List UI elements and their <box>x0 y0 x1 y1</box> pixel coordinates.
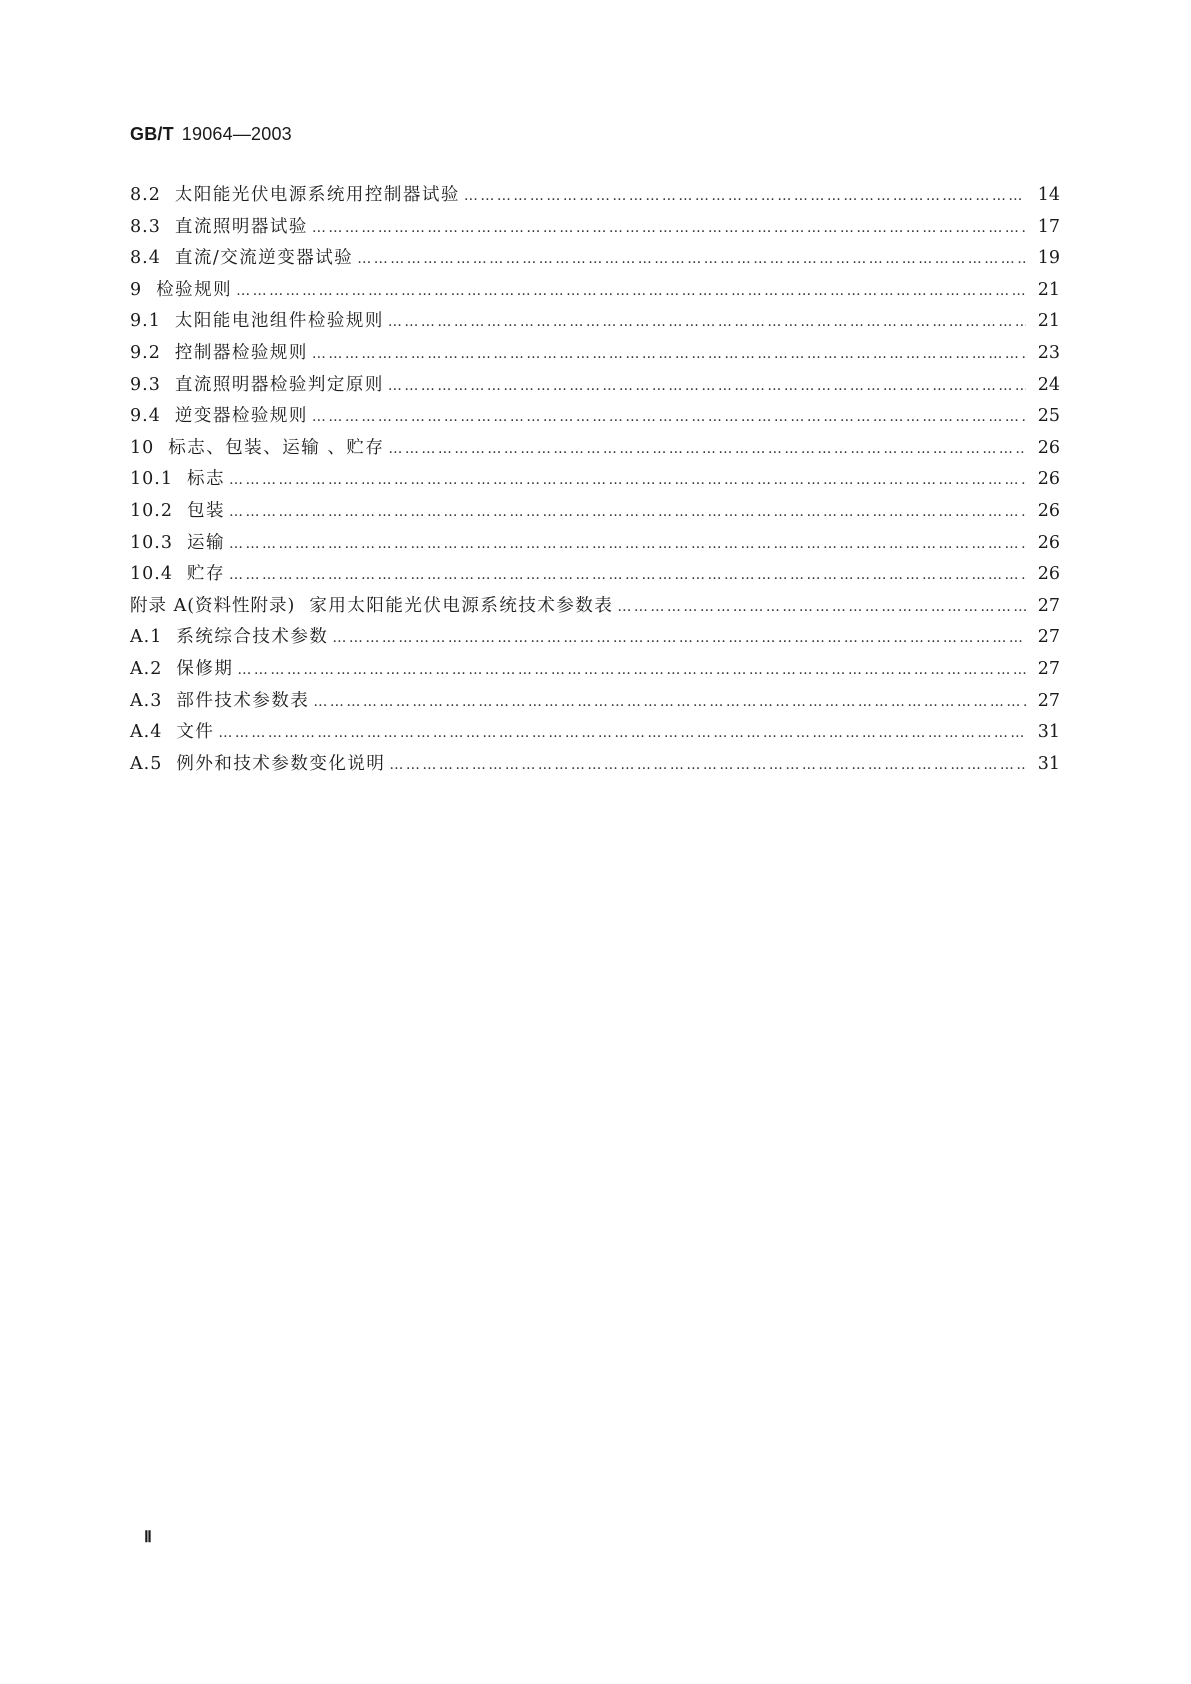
toc-leader-dots <box>388 371 1026 403</box>
toc-entry <box>130 654 1060 686</box>
toc-entry <box>130 559 1060 591</box>
toc-entry-page: 25 <box>1037 406 1060 427</box>
toc-entry <box>130 370 1060 402</box>
toc-entry-number: 10.1 <box>130 469 173 490</box>
toc-entry-number: A.2 <box>130 658 163 679</box>
toc-entry-title: 标志 <box>186 469 225 490</box>
toc-entry-number: A.5 <box>130 753 163 774</box>
toc-entry-number: 8.2 <box>130 185 161 205</box>
toc-entry-title: 控制器检验规则 <box>174 342 308 363</box>
toc-entry <box>130 401 1060 433</box>
toc-entry-title: 直流照明器试验 <box>174 216 308 237</box>
toc-entry-page: 26 <box>1037 564 1060 585</box>
toc-entry <box>130 496 1060 528</box>
table-of-contents <box>130 180 1060 780</box>
toc-entry-title: 文件 <box>176 722 215 743</box>
toc-leader-dots <box>617 592 1026 624</box>
toc-entry <box>130 528 1060 560</box>
toc-entry-page: 27 <box>1037 690 1060 711</box>
standard-header <box>130 124 292 145</box>
toc-entry <box>130 338 1060 370</box>
toc-leader-dots <box>229 465 1026 497</box>
toc-leader-dots <box>229 497 1026 529</box>
toc-entry-page: 19 <box>1037 248 1060 269</box>
page-number: Ⅱ <box>144 1529 152 1546</box>
toc-entry-number: 9.4 <box>130 406 161 427</box>
toc-entry-page: 14 <box>1037 185 1060 205</box>
toc-leader-dots <box>357 244 1026 276</box>
toc-entry-number: 10 <box>130 437 155 458</box>
toc-entry <box>130 717 1060 749</box>
toc-entry-appendix <box>130 591 1060 623</box>
toc-leader-dots <box>388 307 1026 339</box>
toc-entry <box>130 464 1060 496</box>
toc-entry-number: A.1 <box>130 627 163 648</box>
toc-entry-title: 运输 <box>186 532 225 553</box>
toc-leader-dots <box>389 750 1026 782</box>
toc-entry-number: A.4 <box>130 722 163 743</box>
toc-entry-number: 附录 A(资料性附录) <box>130 595 296 616</box>
toc-entry-page: 27 <box>1037 658 1060 679</box>
toc-entry <box>130 686 1060 718</box>
toc-entry-page: 26 <box>1037 532 1060 553</box>
toc-entry-number: 9.3 <box>130 374 161 395</box>
toc-entry-title: 系统综合技术参数 <box>176 627 329 648</box>
toc-entry <box>130 243 1060 275</box>
toc-leader-dots <box>218 718 1026 750</box>
toc-entry-page: 26 <box>1037 500 1060 521</box>
toc-entry-page: 26 <box>1037 469 1060 490</box>
toc-leader-dots <box>312 339 1026 371</box>
toc-entry-title: 直流照明器检验判定原则 <box>174 374 384 395</box>
toc-entry <box>130 433 1060 465</box>
toc-leader-dots <box>332 623 1026 655</box>
standard-code: GB/T <box>130 124 174 144</box>
toc-entry-page: 17 <box>1037 216 1060 237</box>
toc-entry-page: 27 <box>1037 595 1060 616</box>
toc-leader-dots <box>236 276 1026 308</box>
toc-entry-title: 太阳能电池组件检验规则 <box>174 311 384 332</box>
toc-entry-title: 逆变器检验规则 <box>174 406 308 427</box>
toc-entry-title: 贮存 <box>186 564 225 585</box>
toc-leader-dots <box>229 529 1026 561</box>
toc-entry-number: 10.2 <box>130 500 173 521</box>
standard-number: 19064—2003 <box>181 124 292 144</box>
toc-entry <box>130 306 1060 338</box>
toc-entry-page: 27 <box>1037 627 1060 648</box>
toc-leader-dots <box>312 402 1026 434</box>
toc-entry <box>130 622 1060 654</box>
toc-leader-dots <box>464 181 1026 213</box>
toc-entry-title: 例外和技术参数变化说明 <box>176 753 386 774</box>
toc-entry-title: 保修期 <box>176 658 234 679</box>
toc-entry-page: 21 <box>1037 311 1060 332</box>
toc-entry <box>130 275 1060 307</box>
toc-entry-number: 9.2 <box>130 342 161 363</box>
toc-entry <box>130 212 1060 244</box>
toc-entry-number: 10.3 <box>130 532 173 553</box>
toc-leader-dots <box>312 213 1026 245</box>
toc-entry-page: 26 <box>1037 437 1060 458</box>
toc-entry <box>130 180 1060 212</box>
toc-entry-title: 包装 <box>186 500 225 521</box>
toc-entry-page: 31 <box>1037 722 1060 743</box>
toc-entry <box>130 749 1060 781</box>
toc-entry-title: 标志、包装、运输 、贮存 <box>168 437 385 458</box>
toc-entry-title: 太阳能光伏电源系统用控制器试验 <box>174 185 460 205</box>
toc-entry-page: 24 <box>1037 374 1060 395</box>
toc-entry-number: 9 <box>130 279 143 300</box>
toc-leader-dots <box>237 655 1026 687</box>
toc-entry-number: 9.1 <box>130 311 161 332</box>
toc-entry-number: A.3 <box>130 690 163 711</box>
toc-entry-page: 23 <box>1037 342 1060 363</box>
toc-entry-title: 家用太阳能光伏电源系统技术参数表 <box>309 595 614 616</box>
toc-entry-page: 21 <box>1037 279 1060 300</box>
toc-entry-page: 31 <box>1037 753 1060 774</box>
toc-entry-number: 10.4 <box>130 564 173 585</box>
toc-leader-dots <box>229 560 1026 592</box>
toc-leader-dots <box>388 434 1026 466</box>
toc-leader-dots <box>313 687 1026 719</box>
toc-entry-title: 直流/交流逆变器试验 <box>174 248 354 269</box>
toc-entry-title: 检验规则 <box>156 279 233 300</box>
toc-entry-number: 8.3 <box>130 216 161 237</box>
toc-entry-title: 部件技术参数表 <box>176 690 310 711</box>
toc-entry-number: 8.4 <box>130 248 161 269</box>
